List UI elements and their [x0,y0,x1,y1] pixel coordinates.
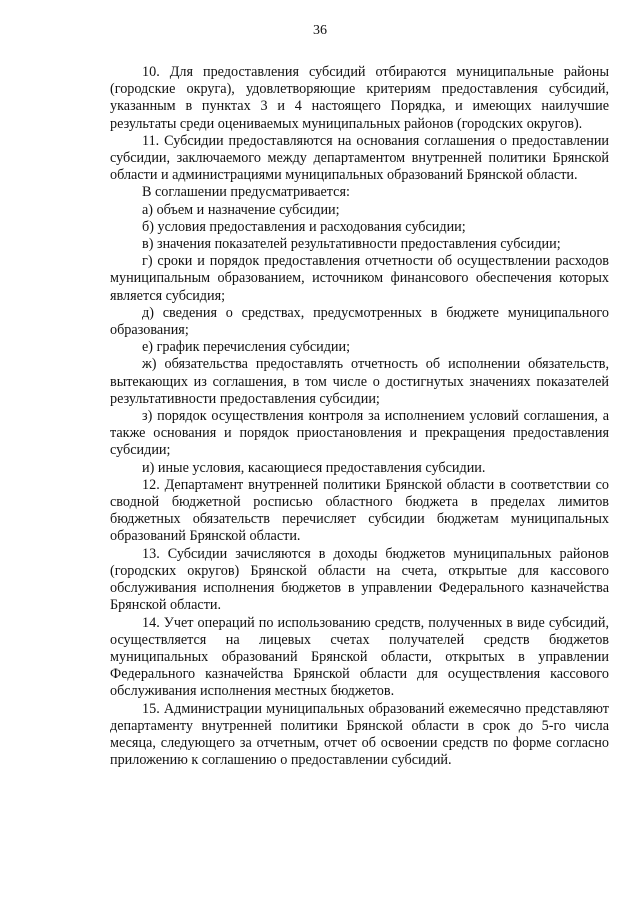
list-item-b: б) условия предоставления и расходования субсидии; [142,218,466,235]
list-item-z: з) порядок осуществления контроля за исполнением условий соглашения, а также основания и порядок приостановления и прекращения предоставления субсидии; [110,408,609,459]
list-item-zh: ж) обязательства предоставлять отчетность об исполнении обязательств, вытекающих из соглашения, в том числе о достигнутых значениях показателей результативности предоставления субсидии; [110,356,609,407]
list-item-v: в) значения показателей результативности предоставления субсидии; [142,236,561,253]
document-body [110,64,609,769]
list-item-i: и) иные условия, касающиеся предоставления субсидии. [142,459,486,476]
paragraph-agreement-intro: В соглашении предусматривается: [142,184,350,201]
list-item-g: г) сроки и порядок предоставления отчетности об осуществлении расходов муниципальным образованием, источником финансового обеспечения которых является субсидия; [110,253,609,304]
paragraph-14-accounting: 14. Учет операций по использованию средств, полученных в виде субсидий, осуществляется на лицевых счетах получателей средств бюджетов муниципальных образований Брянской области, открытых в управлении Федерального казначейства Брянской области для осуществления кассового обслуживания исполнения местных бюджетов. [110,614,609,700]
list-item-a: а) объем и назначение субсидии; [142,201,340,218]
paragraph-10-selection: 10. Для предоставления субсидий отбираются муниципальные районы (городские округа), удовлетворяющие критериям предоставления субсидий, указанным в пунктах 3 и 4 настоящего Порядка, и имеющих наилучшие результаты среди оцениваемых муниципальных районов (городских округов). [110,64,609,132]
page-number: 36 [313,23,327,38]
list-item-d: д) сведения о средствах, предусмотренных в бюджете муниципального образования; [110,304,609,339]
paragraph-12-transfer: 12. Департамент внутренней политики Брянской области в соответствии со сводной бюджетной росписью областного бюджета в пределах лимитов бюджетных обязательств перечисляет субсидии бюджетам муниципальных образований Брянской области. [110,476,609,545]
paragraph-11-agreement: 11. Субсидии предоставляются на основания соглашения о предоставлении субсидии, заключаемого между департаментом внутренней политики Брянской области и администрациями муниципальных образований Брянской области. [110,132,609,184]
paragraph-15-reporting: 15. Администрации муниципальных образований ежемесячно представляют департаменту внутренней политики Брянской области в срок до 5-го числа месяца, следующего за отчетным, отчет об освоении средств по форме согласно приложению к соглашению о предоставлении субсидий. [110,700,609,769]
paragraph-13-crediting: 13. Субсидии зачисляются в доходы бюджетов муниципальных районов (городских округов) Брянской области на счета, открытые для кассового обслуживания исполнения бюджетов в управлении Федерального казначейства Брянской области. [110,545,609,614]
list-item-e: е) график перечисления субсидии; [142,339,351,356]
